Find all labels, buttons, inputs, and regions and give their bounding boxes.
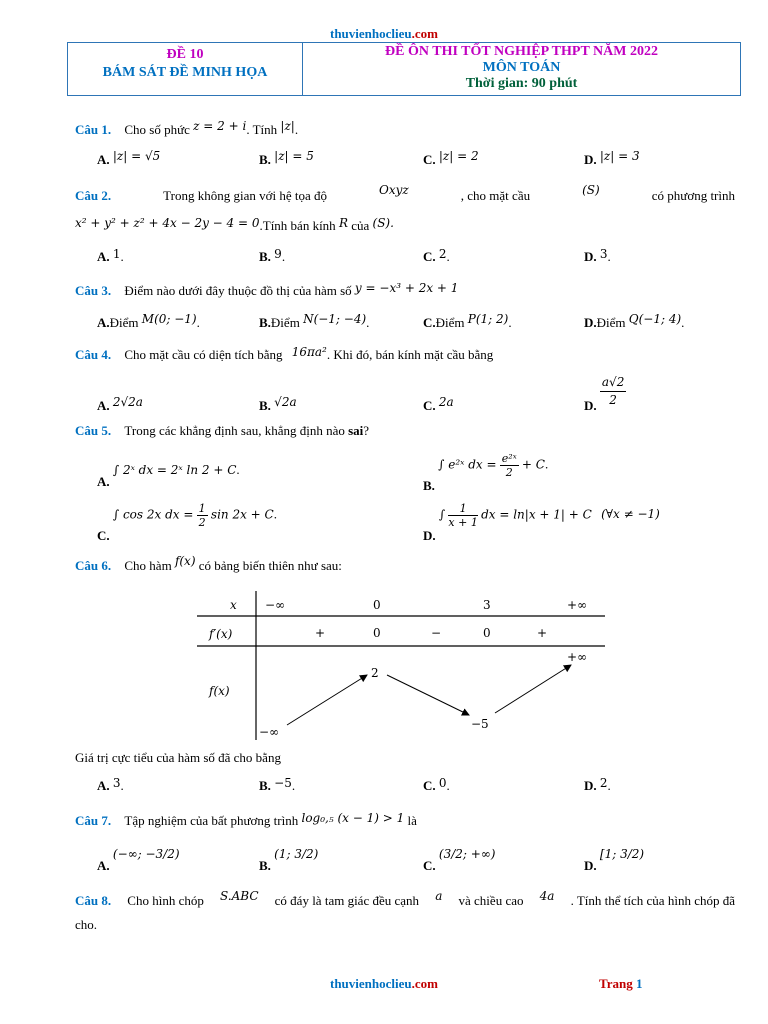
exam-time: Thời gian: 90 phút	[465, 76, 578, 91]
answer-5a[interactable]: A. ∫ 2ˣ dx = 2ˣ ln 2 + C.	[97, 462, 240, 489]
question-text: Trong các khẳng định sau, khẳng định nào	[124, 423, 345, 438]
question-3	[75, 283, 458, 299]
answer-text: Q(−1; 4)	[628, 312, 682, 326]
answer-text: (−∞; −3/2)	[112, 847, 180, 861]
answer-text: [1; 3/2)	[599, 847, 645, 861]
answer-text: M(0; −1)	[141, 312, 197, 326]
question-text: , cho mặt cầu	[460, 188, 531, 203]
answer-letter: D.	[584, 778, 597, 793]
answer-4a[interactable]	[97, 395, 143, 414]
answer-letter: C.	[423, 152, 436, 167]
exam-header	[67, 42, 741, 96]
answer-text: ∫ cos 2x dx =	[112, 507, 194, 522]
answer-4c[interactable]	[423, 395, 454, 414]
increasing-arrow	[287, 675, 367, 725]
answer-letter: A.	[97, 858, 110, 873]
answer-condition: (∀x ≠ −1)	[601, 507, 660, 522]
answer-3d[interactable]: D.Điểm Q(−1; 4).	[584, 312, 685, 330]
math-expr: z = 2 + i	[193, 119, 247, 133]
sign-zero: 0	[483, 626, 491, 640]
question-7	[75, 813, 417, 829]
answer-letter: D.	[584, 315, 597, 330]
question-8	[75, 889, 735, 909]
f-value: −∞	[259, 725, 280, 739]
answer-2a[interactable]: A. 1.	[97, 247, 124, 264]
math-expr: y = −x³ + 2x + 1	[354, 281, 459, 295]
answer-letter: B.	[259, 249, 271, 264]
math-expr: 4a	[539, 889, 555, 903]
answer-text: −5	[274, 776, 292, 790]
answer-5c[interactable]: C. ∫ cos 2x dx = $\frac{1}{2}$ sin 2x + C.	[97, 502, 277, 544]
answer-text: 2√2a	[112, 395, 143, 409]
answer-letter: B.	[423, 478, 435, 494]
sign-plus: +	[315, 626, 326, 640]
answer-text: |z| = √5	[112, 149, 161, 163]
answer-letter: A.	[97, 474, 110, 489]
question-label: Câu 5.	[75, 423, 112, 438]
question-text: Cho số phức	[124, 122, 190, 137]
answer-text: N(−1; −4)	[303, 312, 367, 326]
answer-text: + C	[521, 457, 545, 472]
question-text: là	[407, 813, 417, 828]
row-label-x: x	[230, 598, 237, 612]
math-expr: (S)	[582, 183, 600, 197]
answer-text: ∫ e²ˣ dx =	[438, 457, 497, 472]
fraction-numerator: e²ˣ	[501, 452, 517, 465]
answer-text: 1	[112, 247, 121, 261]
math-expr: Oxyz	[379, 183, 409, 197]
answer-letter: D.	[584, 398, 597, 414]
site-name: thuvienhoclieu	[330, 976, 412, 991]
fraction-numerator: 1	[448, 502, 477, 516]
answer-letter: D.	[584, 249, 597, 264]
site-tld: .com	[411, 26, 438, 41]
answer-6b[interactable]: B. −5.	[259, 776, 296, 793]
answer-text: √2a	[274, 395, 297, 409]
answer-letter: C.	[423, 315, 436, 330]
row-label-fprime: f′(x)	[209, 627, 233, 641]
math-expr: 16πa²	[291, 345, 327, 359]
answer-1b[interactable]	[259, 149, 314, 168]
exam-subject: MÔN TOÁN	[482, 60, 561, 75]
answer-7a[interactable]	[97, 846, 180, 873]
question-5	[75, 423, 369, 439]
fraction-denominator: 2	[609, 393, 617, 407]
answer-prefix: Điểm	[435, 315, 465, 330]
answer-text: 0	[438, 776, 447, 790]
question-emphasis: sai	[348, 423, 364, 438]
answer-letter: B.	[259, 778, 271, 793]
answer-letter: C.	[97, 528, 110, 544]
f-value: 2	[371, 666, 379, 680]
question-label: Câu 1.	[75, 122, 112, 137]
answer-text: dx = ln|x + 1| + C	[481, 507, 592, 522]
question-label: Câu 2.	[75, 188, 112, 203]
answer-2c[interactable]: C. 2.	[423, 247, 450, 264]
question-1: Câu 1. Cho số phức z = 2 + i. Tính |z|.	[75, 119, 299, 137]
answer-text: 3	[112, 776, 121, 790]
f-value: −5	[471, 717, 489, 731]
fraction-denominator: x + 1	[448, 516, 478, 529]
answer-letter: C.	[423, 398, 436, 413]
question-text: . Tính thể tích của hình chóp đã	[570, 893, 735, 908]
answer-text: |z| = 2	[438, 149, 479, 163]
answer-letter: B.	[259, 315, 271, 330]
answer-4b[interactable]	[259, 395, 297, 414]
question-text: Điểm nào dưới đây thuộc đồ thị của hàm số	[124, 283, 352, 298]
question-6	[75, 554, 342, 574]
question-text: có bảng biến thiên như sau:	[198, 558, 342, 573]
fraction-numerator: a√2	[600, 374, 626, 392]
answer-2b[interactable]: B. 9.	[259, 247, 286, 264]
answer-letter: A.	[97, 398, 110, 413]
answer-letter: C.	[423, 249, 436, 264]
answer-7c[interactable]	[423, 846, 496, 873]
answer-3c[interactable]: C.Điểm P(1; 2).	[423, 312, 512, 330]
x-value: −∞	[265, 598, 286, 612]
answer-text: 2	[599, 776, 608, 790]
page-num: 1	[635, 976, 643, 991]
question-text: .Tính bán kính	[259, 218, 336, 233]
answer-text: |z| = 3	[599, 149, 640, 163]
question-text: và chiều cao	[458, 893, 524, 908]
site-header-link[interactable]	[0, 26, 768, 42]
answer-1d[interactable]	[584, 149, 640, 168]
question-label: Câu 6.	[75, 558, 112, 573]
decreasing-arrow	[387, 675, 469, 715]
exam-title: ĐỀ ÔN THI TỐT NGHIỆP THPT NĂM 2022	[385, 44, 658, 59]
sign-zero: 0	[373, 626, 381, 640]
question-text: . Tính	[246, 122, 278, 137]
answer-letter: C.	[423, 778, 436, 793]
answer-text: |z| = 5	[274, 149, 314, 163]
answer-7b[interactable]	[259, 846, 319, 873]
question-text: của	[351, 218, 370, 233]
site-footer-link[interactable]	[0, 976, 768, 992]
exam-subtitle: BÁM SÁT ĐỀ MINH HỌA	[102, 65, 268, 80]
sign-plus: +	[537, 626, 548, 640]
answer-letter: A.	[97, 249, 110, 264]
question-text: Trong không gian với hệ tọa độ	[163, 188, 327, 203]
fraction-denominator: 2	[505, 466, 513, 479]
fraction-denominator: 2	[198, 516, 206, 529]
answer-prefix: Điểm	[270, 315, 300, 330]
answer-letter: D.	[423, 528, 436, 544]
answer-text: ∫	[438, 507, 446, 522]
page-label: Trang	[599, 976, 633, 991]
answer-text: 2a	[438, 395, 454, 409]
question-2	[75, 183, 735, 204]
answer-text: (3/2; +∞)	[438, 847, 496, 861]
answer-1c[interactable]	[423, 149, 479, 168]
question-text: Cho mặt cầu có diện tích bằng	[124, 347, 283, 362]
variation-table	[195, 585, 607, 740]
site-tld: .com	[411, 976, 438, 991]
math-expr: R	[338, 216, 348, 230]
question-text: Cho hình chóp	[127, 893, 204, 908]
answer-5d[interactable]	[423, 502, 660, 544]
question-text: có đáy là tam giác đều cạnh	[274, 893, 420, 908]
question-label: Câu 8.	[75, 893, 112, 908]
math-expr: f(x)	[174, 554, 196, 568]
question-text: Cho hàm	[124, 558, 172, 573]
answer-letter: D.	[584, 152, 597, 167]
row-label-f: f(x)	[209, 684, 230, 698]
math-expr: x² + y² + z² + 4x − 2y − 4 = 0	[75, 216, 260, 230]
answer-text: (1; 3/2)	[274, 847, 319, 861]
answer-letter: B.	[259, 152, 271, 167]
page-number	[599, 976, 642, 992]
question-label: Câu 7.	[75, 813, 112, 828]
question-label: Câu 4.	[75, 347, 112, 362]
answer-text: 3	[599, 247, 608, 261]
answer-letter: A.	[97, 152, 110, 167]
answer-letter: A.	[97, 315, 110, 330]
answer-letter: A.	[97, 778, 110, 793]
question-8-line2: cho.	[75, 917, 98, 932]
question-6-followup: Giá trị cực tiểu của hàm số đã cho bằng	[75, 750, 281, 765]
question-label: Câu 3.	[75, 283, 112, 298]
math-expr: S.ABC	[220, 889, 259, 903]
answer-5b[interactable]: B. ∫ e²ˣ dx = $\frac{\text{e²ˣ}}{2}$ + C.	[423, 452, 549, 494]
math-expr: a	[435, 889, 443, 903]
question-2-line2	[75, 218, 394, 234]
answer-text: sin 2x + C	[210, 507, 274, 522]
answer-7d[interactable]	[584, 846, 645, 873]
answer-4d[interactable]	[584, 374, 626, 414]
answer-6d[interactable]: D. 2.	[584, 776, 611, 793]
answer-prefix: Điểm	[596, 315, 626, 330]
math-expr: (S).	[372, 216, 394, 230]
math-expr: |z|	[280, 119, 295, 133]
answer-3b[interactable]: B.Điểm N(−1; −4).	[259, 312, 370, 330]
x-value: +∞	[567, 598, 588, 612]
answer-6a[interactable]: A. 3.	[97, 776, 124, 793]
question-4	[75, 347, 493, 363]
answer-letter: B.	[259, 858, 271, 873]
answer-prefix: Điểm	[109, 315, 139, 330]
exam-header-right	[303, 43, 740, 95]
question-text: Tập nghiệm của bất phương trình	[124, 813, 299, 828]
answer-1a[interactable]	[97, 149, 161, 168]
answer-text: 9	[274, 247, 282, 261]
x-value: 3	[483, 598, 491, 612]
answer-text: 2	[438, 247, 447, 261]
x-value: 0	[373, 598, 381, 612]
math-expr: log₀,₅ (x − 1) > 1	[301, 811, 405, 825]
fraction-numerator: 1	[198, 502, 206, 515]
question-text: có phương trình	[651, 188, 735, 203]
exam-number: ĐỀ 10	[166, 47, 204, 62]
question-text: . Khi đó, bán kính mặt cầu bằng	[326, 347, 494, 362]
answer-6c[interactable]: C. 0.	[423, 776, 450, 793]
sign-minus: −	[431, 626, 442, 640]
f-value: +∞	[567, 650, 588, 664]
answer-3a[interactable]: A.Điểm M(0; −1).	[97, 312, 200, 330]
answer-letter: D.	[584, 858, 597, 873]
answer-letter: C.	[423, 858, 436, 873]
answer-text: P(1; 2)	[467, 312, 509, 326]
increasing-arrow	[495, 665, 571, 713]
exam-header-left	[68, 43, 303, 95]
answer-letter: B.	[259, 398, 271, 413]
answer-text: ∫ 2ˣ dx = 2ˣ ln 2 + C	[112, 463, 237, 477]
question-text: ?	[363, 423, 370, 438]
site-name: thuvienhoclieu	[330, 26, 412, 41]
answer-2d[interactable]: D. 3.	[584, 247, 611, 264]
